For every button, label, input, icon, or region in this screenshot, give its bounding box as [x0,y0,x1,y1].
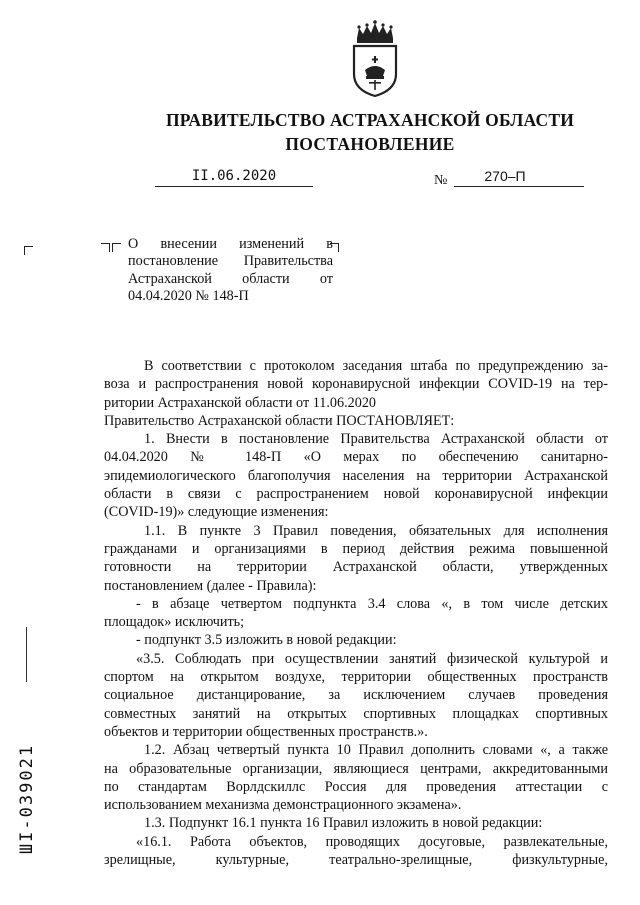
body-line: 04.04.2020 № 148-П «О мерах по обеспечению санитарно- [104,449,608,466]
decree-number: 270–П [484,168,526,184]
serial-number-mark [14,716,40,881]
body-line: воза и распространения новой коронавирусной инфекции COVID-19 на тер- [104,376,608,393]
body-line: гражданами и организациями в период действия режима повышенной [104,540,608,557]
serial-number-text: ШI-039021 [17,743,37,854]
body-line: зрелищные, культурные, театрально-зрелищные, физкультурные, [104,852,608,869]
body-line: объектов и территории общественных пространств.». [104,723,428,740]
corner-mark [24,246,33,255]
body-line: площадок» исключить; [104,614,245,631]
corner-mark [101,243,110,252]
body-line: «3.5. Соблюдать при осуществлении занятий физической культурой и [136,650,608,667]
document-type-title: ПОСТАНОВЛЕНИЕ [285,134,455,154]
number-sign: № [434,173,448,188]
margin-stroke [26,627,27,682]
corner-mark [112,243,121,252]
body-line: 1.2. Абзац четвертый пункта 10 Правил дополнить словами «, а также [144,742,608,759]
body-line: по стандартам Ворлдскиллс Россия для проведения аттестации с [104,778,608,795]
body-line: спортом на открытом воздухе, территории общественных пространств [104,669,608,686]
body-line: «16.1. Работа объектов, проводящих досуговые, развлекательные, [136,833,608,850]
body-line: 1. Внести в постановление Правительства Астраханской области от [144,431,608,448]
date-underline [155,186,313,187]
body-line: готовности на территории Астраханской области, утвержденных [104,559,608,576]
decree-date: II.06.2020 [191,168,277,184]
government-title: ПРАВИТЕЛЬСТВО АСТРАХАНСКОЙ ОБЛАСТИ [165,110,575,130]
number-underline [454,186,584,187]
body-line: Правительство Астраханской области ПОСТАНОВЛЯЕТ: [104,412,455,429]
body-line: - подпункт 3.5 изложить в новой редакции: [136,632,397,649]
body-line: - в абзаце четвертом подпункта 3.4 слова «, в том числе детских [136,595,608,612]
body-line: эпидемиологического благополучия населения на территории Астраханской [104,467,608,484]
body-line: 1.3. Подпункт 16.1 пункта 16 Правил изложить в новой редакции: [144,815,543,832]
body-line: ритории Астраханской области от 11.06.2020 [104,394,377,411]
decree-body [104,357,608,869]
body-line: использованием механизма демонстрационного экзамена». [104,797,462,814]
body-line: социальное дистанцирование, за исключением случаев проведения [104,687,608,704]
body-line: постановлением (далее - Правила): [104,577,317,594]
body-line: области в связи с распространением новой коронавирусной инфекции [104,486,608,503]
body-line: на образовательные организации, являющиеся центрами, аккредитованными [104,760,608,777]
body-line: (COVID-19)» следующие изменения: [104,504,329,521]
body-line: совместных занятий на открытых спортивных площадках спортивных [104,705,608,722]
decree-subject: О внесении изменений в постановление Правительства Астраханской области от 04.04.2020 № 148-П [128,236,333,305]
body-line: 1.1. В пункте 3 Правил поведения, обязательных для исполнения [144,522,608,539]
body-line: В соответствии с протоколом заседания штаба по предупреждению за- [144,358,608,374]
coat-of-arms-icon [345,20,405,98]
